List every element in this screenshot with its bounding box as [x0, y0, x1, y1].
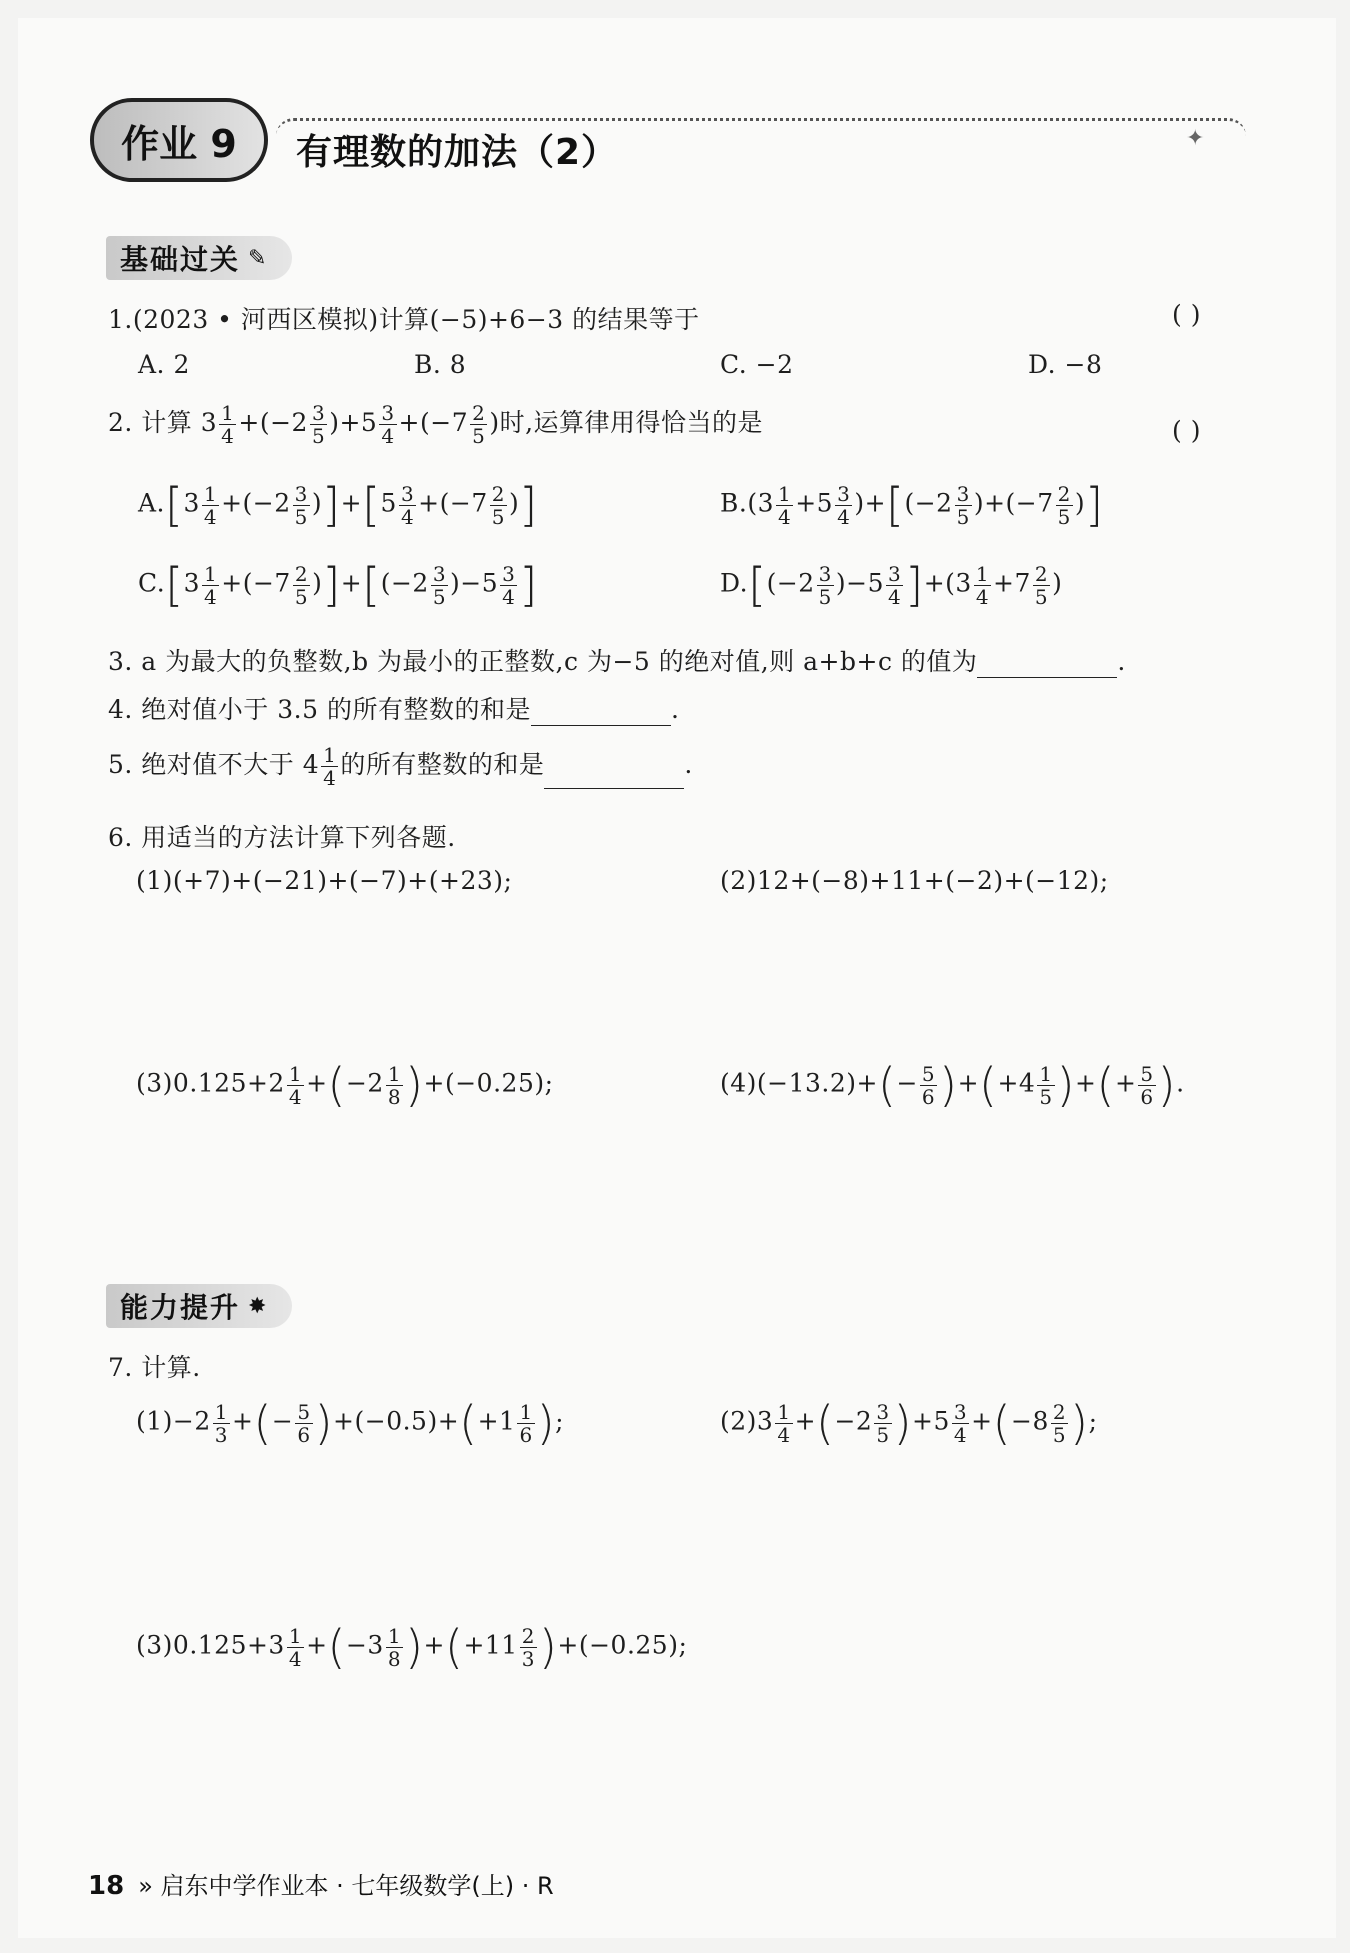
sparkle-icon: ✦ [1186, 126, 1205, 151]
page-number: 18 [88, 1871, 125, 1901]
question-7-part-2: (2)3 $\frac{1}{4}$ +(−2 $\frac{3}{5}$ )+5 $\frac{3}{4}$ +(−8 $\frac{2}{5}$ ); [720, 1396, 1098, 1450]
question-2-option-a: A.[3 $\frac{1}{4}$ +(−2 $\frac{3}{5}$ )]+[5 $\frac{3}{4}$ +(−7 $\frac{2}{5}$ )] [138, 478, 538, 532]
question-1-answer-paren: ( ) [1172, 300, 1201, 329]
question-2-answer-paren: ( ) [1172, 416, 1201, 445]
question-6-part-1: (1)(+7)+(−21)+(−7)+(+23); [136, 866, 513, 895]
pencil-icon: ✎ [248, 245, 269, 271]
question-4: 4. 绝对值小于 3.5 的所有整数的和是 . [108, 695, 680, 724]
question-2-option-d: D.[(−2 $\frac{3}{5}$ )−5 $\frac{3}{4}$ ]+(3 $\frac{1}{4}$ +7 $\frac{2}{5}$ ) [720, 558, 1063, 612]
question-6-stem: 6. 用适当的方法计算下列各题. [108, 823, 456, 852]
book-title: » 启东中学作业本 · 七年级数学(上) · R [138, 1872, 554, 1900]
question-5-blank [544, 762, 684, 789]
question-2-option-c: C.[3 $\frac{1}{4}$ +(−7 $\frac{2}{5}$ )]+[(−2 $\frac{3}{5}$ )−5 $\frac{3}{4}$ ] [138, 558, 538, 612]
assignment-badge: 作业 9 [90, 98, 268, 182]
question-6-part-3: (3)0.125+2 $\frac{1}{4}$ +(−2 $\frac{1}{8}$ )+(−0.25); [136, 1058, 554, 1112]
question-1-option-d: D. −8 [1028, 350, 1103, 379]
question-4-blank [531, 699, 671, 726]
question-2-option-b: B.(3 $\frac{1}{4}$ +5 $\frac{3}{4}$ )+[(−2 $\frac{3}{5}$ )+(−7 $\frac{2}{5}$ )] [720, 478, 1104, 532]
question-7-stem: 7. 计算. [108, 1353, 201, 1382]
question-7-part-3: (3)0.125+3 $\frac{1}{4}$ +(−3 $\frac{1}{8}$ )+(+11 $\frac{2}{3}$ )+(−0.25); [136, 1620, 688, 1674]
page-footer [88, 1866, 554, 1901]
question-7-part-1: (1)−2 $\frac{1}{3}$ +(− $\frac{5}{6}$ )+(−0.5)+(+1 $\frac{1}{6}$ ); [136, 1396, 565, 1450]
section-basic-label: 基础过关 [120, 243, 241, 276]
question-1-option-c: C. −2 [720, 350, 794, 379]
question-3: 3. a 为最大的负整数,b 为最小的正整数,c 为−5 的绝对值,则 a+b+c 的值为 . [108, 647, 1126, 676]
question-6-part-4: (4)(−13.2)+(− $\frac{5}{6}$ )+(+4 $\frac{1}{5}$ )+(+ $\frac{5}{6}$ ). [720, 1058, 1185, 1112]
question-1-option-b: B. 8 [414, 350, 467, 379]
question-5: 5. 绝对值不大于 4 $\frac{1}{4}$ 的所有整数的和是 . [108, 743, 693, 790]
section-advanced-label: 能力提升 [120, 1291, 241, 1324]
page-title: 有理数的加法（2） [296, 132, 619, 173]
burst-icon: ✸ [248, 1293, 269, 1319]
question-2-stem: 2. 计算 3 $\frac{1}{4}$ +(−2 $\frac{3}{5}$ )+5 $\frac{3}{4}$ +(−7 $\frac{2}{5}$ )时,运算律用得恰当的是 [108, 401, 764, 448]
question-1-stem: 1.(2023 • 河西区模拟)计算(−5)+6−3 的结果等于 [108, 305, 700, 334]
question-1-option-a: A. 2 [138, 350, 190, 379]
question-6-part-2: (2)12+(−8)+11+(−2)+(−12); [720, 866, 1109, 895]
question-3-blank [977, 651, 1117, 678]
section-basic-heading [106, 236, 292, 280]
section-advanced-heading [106, 1284, 292, 1328]
